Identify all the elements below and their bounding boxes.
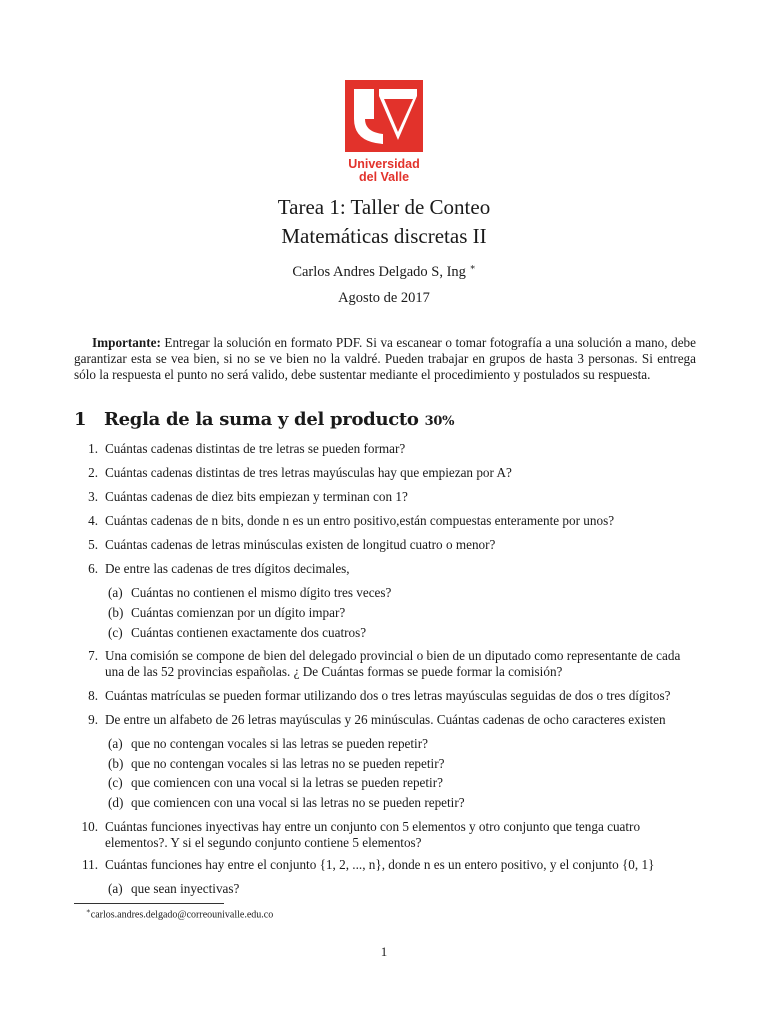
sub-item-label: (a)	[108, 736, 123, 751]
item-number: 11.	[82, 857, 98, 872]
sub-item-text: que no contengan vocales si las letras se pueden repetir?	[131, 736, 428, 751]
item-text: Cuántas funciones hay entre el conjunto {1, 2, ..., n}, donde n es un entero positivo, y el conjunto {0, 1}	[105, 857, 655, 872]
sub-item	[108, 775, 696, 791]
section-title: Regla de la suma y del producto	[104, 409, 419, 430]
sub-item	[108, 736, 696, 752]
sub-item-label: (a)	[108, 585, 123, 600]
footnote	[86, 907, 273, 920]
logo-name-line2: del Valle	[358, 170, 410, 184]
item-text: Una comisión se compone de bien del delegado provincial o bien de un diputado como representante de cada una de las 52 provincias españolas. ¿ De Cuántas formas se puede formar la comisión?	[105, 648, 681, 679]
item-number: 10.	[81, 819, 98, 834]
university-logo	[343, 80, 425, 186]
item-number: 2.	[88, 465, 98, 480]
item-text: Cuántas cadenas distintas de tre letras se pueden formar?	[105, 441, 406, 456]
item-number: 5.	[88, 537, 98, 552]
sub-item	[108, 605, 696, 621]
sub-item-label: (c)	[108, 625, 123, 640]
sub-item-text: que sean inyectivas?	[131, 881, 240, 896]
important-notice	[74, 335, 696, 383]
sub-item-text: Cuántas no contienen el mismo dígito tres veces?	[131, 585, 392, 600]
author-name: Carlos Andres Delgado S, Ing	[292, 263, 466, 280]
item-text: Cuántas cadenas de n bits, donde n es un entro positivo,están compuestas enteramente por unos?	[105, 513, 615, 528]
item-text: De entre un alfabeto de 26 letras mayúsculas y 26 minúsculas. Cuántas cadenas de ocho caracteres existen	[105, 712, 666, 727]
notice-text: Entregar la solución en formato PDF. Si va escanear o tomar fotografía a una solución a mano, debe garantizar esta se vea bien, si no se ve bien no la valdré. Pueden trabajar en grupos de hasta 3 personas. Si entrega sólo la respuesta el punto no será valido, debe sustentar mediante el procedimiento y postulados su respuesta.	[74, 335, 696, 382]
course-title: Matemáticas discretas II	[281, 224, 487, 248]
item-number: 9.	[88, 712, 98, 727]
item-number: 3.	[88, 489, 98, 504]
item-number: 7.	[88, 648, 98, 663]
item-text: Cuántas cadenas de diez bits empiezan y terminan con 1?	[105, 489, 408, 504]
sub-item-text: que comiencen con una vocal si la letras se pueden repetir?	[131, 775, 443, 790]
item-number: 4.	[88, 513, 98, 528]
footnote-divider	[74, 903, 224, 904]
sub-item	[108, 881, 696, 897]
section-number: 1	[74, 409, 87, 430]
sub-item-text: Cuántas comienzan por un dígito impar?	[131, 605, 346, 620]
sub-item-label: (b)	[108, 756, 124, 771]
item-number: 1.	[88, 441, 98, 456]
sub-item-label: (c)	[108, 775, 123, 790]
sub-item	[108, 585, 696, 601]
item-text: Cuántas cadenas de letras minúsculas existen de longitud cuatro o menor?	[105, 537, 496, 552]
footnote-mark: ∗	[86, 907, 91, 915]
sub-item-label: (d)	[108, 795, 124, 810]
sub-item-text: que comiencen con una vocal si las letras no se pueden repetir?	[131, 795, 465, 810]
item-text: Cuántas cadenas distintas de tres letras mayúsculas hay que empiezan por A?	[105, 465, 512, 480]
item-text: Cuántas funciones inyectivas hay entre un conjunto con 5 elementos y otro conjunto que tenga cuatro elementos?. Y si el segundo conjunto contiene 5 elementos?	[105, 819, 641, 850]
sub-item-label: (b)	[108, 605, 124, 620]
sub-item	[108, 795, 696, 811]
sub-item-text: Cuántas contienen exactamente dos cuatros?	[131, 625, 367, 640]
document-title: Tarea 1: Taller de Conteo	[277, 195, 491, 219]
author-line	[0, 262, 768, 281]
univalle-emblem-icon	[343, 80, 425, 186]
section-weight: 30%	[424, 414, 455, 429]
sub-item	[108, 756, 696, 772]
document-date: Agosto de 2017	[338, 290, 430, 306]
author-footnote-mark: ∗	[469, 262, 476, 272]
item-text: Cuántas matrículas se pueden formar utilizando dos o tres letras mayúsculas seguidas de dos o tres dígitos?	[105, 688, 671, 703]
sub-item-label: (a)	[108, 881, 123, 896]
page-number: 1	[380, 944, 388, 959]
logo-name-line1: Universidad	[348, 157, 420, 171]
notice-label: Importante:	[92, 335, 161, 350]
item-text: De entre las cadenas de tres dígitos decimales,	[105, 561, 350, 576]
sub-item	[108, 625, 696, 641]
footnote-email: carlos.andres.delgado@correounivalle.edu.co	[90, 909, 274, 921]
sub-item-text: que no contengan vocales si las letras no se pueden repetir?	[131, 756, 445, 771]
item-number: 8.	[88, 688, 98, 703]
item-number: 6.	[88, 561, 98, 576]
section-heading	[74, 409, 454, 430]
